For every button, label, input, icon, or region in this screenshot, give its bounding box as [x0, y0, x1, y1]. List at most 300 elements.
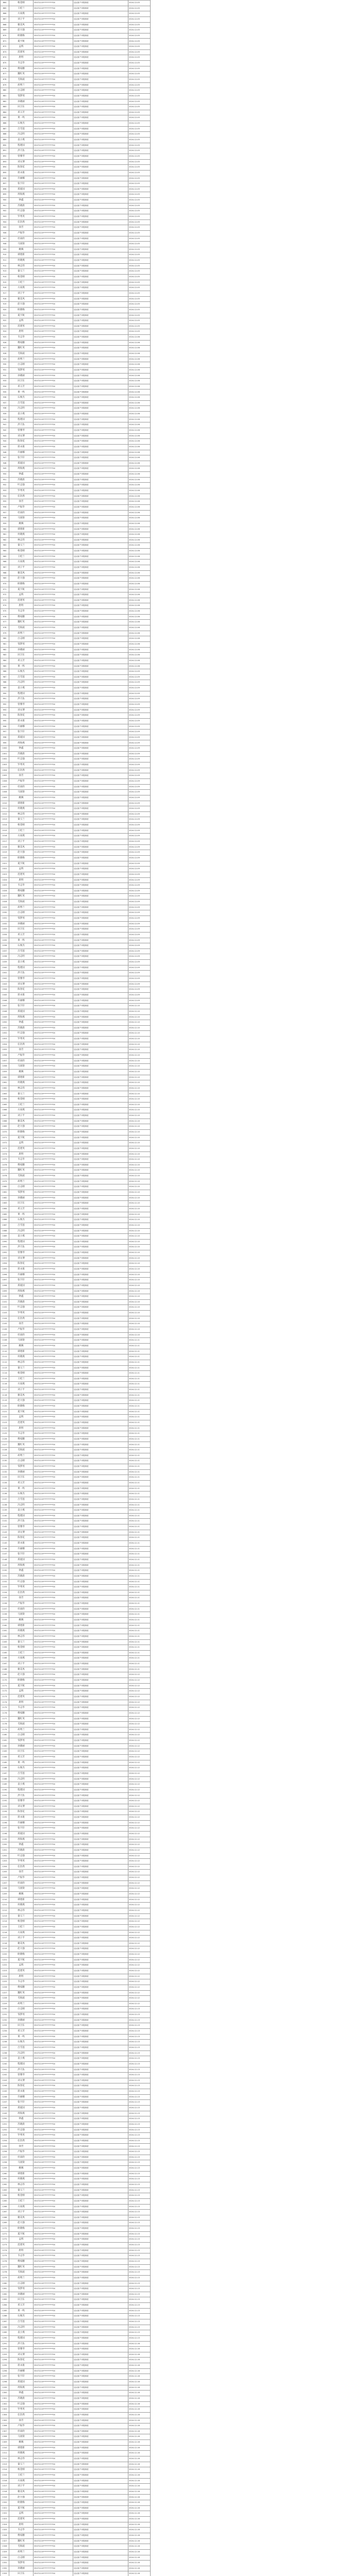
- person-name: 洪天佑: [9, 422, 34, 428]
- table-row: [1, 1710, 151, 1716]
- record-date: 2024-12-13: [128, 2040, 151, 2045]
- record-date: 2024-12-05: [128, 170, 151, 176]
- person-name: 何晓燕: [9, 806, 34, 812]
- record-date: 2024-12-13: [128, 2149, 151, 2155]
- record-date: 2024-12-09: [128, 823, 151, 828]
- row-number: 1091: [1, 1245, 9, 1250]
- table-row: [1, 2127, 151, 2133]
- row-number: 1025: [1, 883, 9, 889]
- row-number: 1021: [1, 861, 9, 867]
- record-date: 2024-12-10: [128, 1299, 151, 1305]
- record-date: 2024-12-09: [128, 686, 151, 691]
- table-row: [1, 2533, 151, 2538]
- person-name: 赵大强: [9, 1124, 34, 1130]
- id-number: 35072219**********5X: [34, 88, 73, 94]
- person-name: 傅家鹏: [9, 1436, 34, 1442]
- record-date: 2024-12-10: [128, 1042, 151, 1047]
- table-row: [1, 625, 151, 631]
- record-date: 2024-12-11: [128, 1409, 151, 1415]
- row-number: 883: [1, 105, 9, 110]
- violation-reason: 违反财产申报制度: [73, 2505, 128, 2511]
- person-name: 白志刚: [9, 1733, 34, 1738]
- id-number: 35072219**********5X: [34, 1722, 73, 1727]
- record-date: 2024-12-05: [128, 318, 151, 324]
- table-row: [1, 2073, 151, 2078]
- person-name: 徐芳: [9, 773, 34, 779]
- id-number: 35072219**********5X: [34, 2352, 73, 2358]
- row-number: 966: [1, 560, 9, 565]
- person-name: 邹梦瑶: [9, 641, 34, 647]
- person-name: 罗秀英: [9, 2133, 34, 2139]
- person-name: 欧晓梅: [9, 1404, 34, 1410]
- row-number: 1137: [1, 1497, 9, 1502]
- id-number: 35072219**********5X: [34, 2253, 73, 2259]
- row-number: 1327: [1, 2538, 9, 2544]
- id-number: 35072219**********5X: [34, 1146, 73, 1151]
- table-row: [1, 1228, 151, 1234]
- id-number: 35072219**********5X: [34, 1831, 73, 1837]
- id-number: 35072219**********5X: [34, 258, 73, 264]
- table-row: [1, 2418, 151, 2424]
- violation-reason: 违反财产申报制度: [73, 2127, 128, 2133]
- table-row: [1, 2226, 151, 2232]
- record-date: 2024-12-06: [128, 554, 151, 560]
- id-number: 35072219**********5X: [34, 2050, 73, 2056]
- id-number: 35072219**********5X: [34, 954, 73, 960]
- violation-reason: 违反财产申报制度: [73, 1195, 128, 1201]
- person-name: 胡秀兰: [9, 1179, 34, 1184]
- violation-reason: 违反财产申报制度: [73, 66, 128, 72]
- person-name: 夏宇航: [9, 313, 34, 318]
- record-date: 2024-12-12: [128, 1743, 151, 1749]
- violation-reason: 违反财产申报制度: [73, 1530, 128, 1535]
- table-row: [1, 1486, 151, 1492]
- violation-reason: 违反财产申报制度: [73, 444, 128, 450]
- id-number: 35072219**********5X: [34, 1519, 73, 1524]
- row-number: 865: [1, 6, 9, 11]
- table-row: [1, 2434, 151, 2440]
- row-number: 1302: [1, 2401, 9, 2407]
- id-number: 35072219**********5X: [34, 664, 73, 669]
- row-number: 1079: [1, 1179, 9, 1184]
- person-name: 任浩然: [9, 2138, 34, 2144]
- record-date: 2024-12-11: [128, 1453, 151, 1459]
- table-row: [1, 252, 151, 258]
- id-number: 35072219**********5X: [34, 2489, 73, 2495]
- person-name: 韦志华: [9, 1705, 34, 1711]
- row-number: 1207: [1, 1880, 9, 1886]
- id-number: 35072219**********5X: [34, 1058, 73, 1064]
- id-number: 35072219**********5X: [34, 110, 73, 115]
- table-row: [1, 702, 151, 708]
- person-name: 毛海波: [9, 1174, 34, 1179]
- table-row: [1, 115, 151, 121]
- person-name: 程建国: [9, 2061, 34, 2067]
- person-name: 徐芳: [9, 2418, 34, 2424]
- table-row: [1, 1579, 151, 1585]
- record-date: 2024-12-12: [128, 1799, 151, 1804]
- id-number: 35072219**********5X: [34, 1859, 73, 1865]
- violation-reason: 违反财产申报制度: [73, 1639, 128, 1645]
- violation-reason: 违反财产申报制度: [73, 285, 128, 291]
- person-name: 石俊杰: [9, 395, 34, 401]
- person-name: 马国梁: [9, 1612, 34, 1618]
- person-name: 徐芳: [9, 1870, 34, 1875]
- row-number: 992: [1, 702, 9, 708]
- id-number: 35072219**********5X: [34, 1299, 73, 1305]
- row-number: 1254: [1, 2138, 9, 2144]
- table-row: [1, 242, 151, 247]
- table-row: [1, 28, 151, 33]
- record-date: 2024-12-11: [128, 1656, 151, 1662]
- table-row: [1, 488, 151, 494]
- person-name: 田卫东: [9, 1749, 34, 1755]
- person-name: 钟鑫: [9, 1020, 34, 1026]
- table-row: [1, 477, 151, 483]
- id-number: 35072219**********5X: [34, 1968, 73, 1974]
- record-date: 2024-12-10: [128, 1321, 151, 1327]
- person-name: 毛海波: [9, 2270, 34, 2276]
- row-number: 1149: [1, 1563, 9, 1568]
- violation-reason: 违反财产申报制度: [73, 2275, 128, 2281]
- row-number: 1018: [1, 844, 9, 850]
- row-number: 940: [1, 417, 9, 422]
- row-number: 887: [1, 126, 9, 132]
- record-date: 2024-12-06: [128, 576, 151, 582]
- row-number: 1311: [1, 2451, 9, 2456]
- violation-reason: 违反财产申报制度: [73, 576, 128, 582]
- row-number: 1002: [1, 757, 9, 762]
- id-number: 35072219**********5X: [34, 1848, 73, 1853]
- row-number: 1200: [1, 1842, 9, 1848]
- table-row: [1, 159, 151, 165]
- record-date: 2024-12-05: [128, 154, 151, 159]
- id-number: 35072219**********5X: [34, 2555, 73, 2561]
- id-number: 35072219**********5X: [34, 1634, 73, 1639]
- id-number: 35072219**********5X: [34, 790, 73, 795]
- violation-reason: 违反财产申报制度: [73, 1480, 128, 1486]
- table-row: [1, 2308, 151, 2314]
- table-row: [1, 653, 151, 658]
- table-row: [1, 735, 151, 740]
- record-date: 2024-12-16: [128, 2434, 151, 2440]
- record-date: 2024-12-10: [128, 1141, 151, 1146]
- violation-reason: 违反财产申报制度: [73, 938, 128, 943]
- row-number: 914: [1, 275, 9, 280]
- id-number: 35072219**********5X: [34, 400, 73, 406]
- record-date: 2024-12-05: [128, 77, 151, 82]
- row-number: 1306: [1, 2424, 9, 2429]
- record-date: 2024-12-05: [128, 198, 151, 204]
- row-number: 1003: [1, 762, 9, 768]
- person-name: 秦玉兰: [9, 1639, 34, 1645]
- table-row: [1, 2286, 151, 2292]
- record-date: 2024-12-16: [128, 2522, 151, 2528]
- record-date: 2024-12-05: [128, 44, 151, 50]
- record-date: 2024-12-05: [128, 209, 151, 214]
- row-number: 1051: [1, 1025, 9, 1031]
- id-number: 35072219**********5X: [34, 730, 73, 735]
- record-date: 2024-12-10: [128, 1332, 151, 1338]
- record-date: 2024-12-13: [128, 2248, 151, 2253]
- id-number: 35072219**********5X: [34, 219, 73, 225]
- id-number: 35072219**********5X: [34, 379, 73, 384]
- violation-reason: 违反财产申报制度: [73, 1053, 128, 1059]
- violation-reason: 违反财产申报制度: [73, 1316, 128, 1321]
- record-date: 2024-12-12: [128, 1733, 151, 1738]
- record-date: 2024-12-10: [128, 1129, 151, 1135]
- record-date: 2024-12-11: [128, 1486, 151, 1492]
- person-name: 郑爱国: [9, 1831, 34, 1837]
- id-number: 35072219**********5X: [34, 1, 73, 6]
- violation-reason: 违反财产申报制度: [73, 1524, 128, 1530]
- record-date: 2024-12-11: [128, 1667, 151, 1672]
- record-date: 2024-12-12: [128, 1776, 151, 1782]
- row-number: 1152: [1, 1579, 9, 1585]
- id-number: 35072219**********5X: [34, 2133, 73, 2139]
- record-date: 2024-12-09: [128, 877, 151, 883]
- record-date: 2024-12-16: [128, 2380, 151, 2385]
- id-number: 35072219**********5X: [34, 2089, 73, 2095]
- person-name: 谢美凤: [9, 570, 34, 576]
- record-date: 2024-12-12: [128, 1815, 151, 1821]
- table-row: [1, 2160, 151, 2166]
- table-row: [1, 2467, 151, 2473]
- record-date: 2024-12-10: [128, 1327, 151, 1333]
- id-number: 35072219**********5X: [34, 1091, 73, 1097]
- record-date: 2024-12-10: [128, 1162, 151, 1168]
- person-name: 王桂兰: [9, 1376, 34, 1382]
- person-name: 范建英: [9, 49, 34, 55]
- table-row: [1, 1662, 151, 1667]
- row-number: 928: [1, 351, 9, 357]
- person-name: 魏红英: [9, 1716, 34, 1722]
- table-row: [1, 2237, 151, 2243]
- person-name: 姚佩: [9, 1892, 34, 1897]
- violation-reason: 违反财产申报制度: [73, 450, 128, 455]
- person-name: 苏晓晨: [9, 1025, 34, 1031]
- table-row: [1, 472, 151, 478]
- person-name: 杜雨欣: [9, 2155, 34, 2160]
- row-number: 999: [1, 740, 9, 746]
- person-name: 傅家鹏: [9, 66, 34, 72]
- table-row: [1, 1990, 151, 1996]
- row-number: 1000: [1, 746, 9, 752]
- row-number: 957: [1, 510, 9, 516]
- person-name: 白志刚: [9, 362, 34, 368]
- table-row: [1, 883, 151, 889]
- record-date: 2024-12-16: [128, 2528, 151, 2533]
- person-name: 赵大强: [9, 302, 34, 308]
- person-name: 毛海波: [9, 1448, 34, 1453]
- record-date: 2024-12-10: [128, 1108, 151, 1113]
- person-name: 黄一鸣: [9, 115, 34, 121]
- table-row: [1, 362, 151, 368]
- row-number: 1016: [1, 834, 9, 839]
- row-number: 913: [1, 269, 9, 275]
- table-row: [1, 2061, 151, 2067]
- row-number: 1009: [1, 795, 9, 801]
- person-name: 杨金刚: [9, 1371, 34, 1377]
- row-number: 1049: [1, 1014, 9, 1020]
- id-number: 35072219**********5X: [34, 1415, 73, 1420]
- id-number: 35072219**********5X: [34, 1332, 73, 1338]
- violation-reason: 违反财产申报制度: [73, 2204, 128, 2210]
- person-name: 唐明: [9, 1974, 34, 1979]
- row-number: 946: [1, 450, 9, 455]
- row-number: 942: [1, 428, 9, 433]
- row-number: 1242: [1, 2073, 9, 2078]
- person-name: 徐芳: [9, 1321, 34, 1327]
- table-row: [1, 1190, 151, 1196]
- id-number: 35072219**********5X: [34, 450, 73, 455]
- id-number: 35072219**********5X: [34, 778, 73, 784]
- record-date: 2024-12-10: [128, 1009, 151, 1014]
- table-row: [1, 1448, 151, 1453]
- person-name: 许丽娜: [9, 176, 34, 181]
- record-date: 2024-12-09: [128, 697, 151, 702]
- row-number: 1322: [1, 2511, 9, 2517]
- table-row: [1, 417, 151, 422]
- id-number: 35072219**********5X: [34, 1727, 73, 1733]
- violation-reason: 违反财产申报制度: [73, 389, 128, 395]
- table-row: [1, 713, 151, 719]
- person-name: 张宇轩: [9, 730, 34, 735]
- id-number: 35072219**********5X: [34, 1162, 73, 1168]
- record-date: 2024-12-11: [128, 1464, 151, 1470]
- row-number: 1315: [1, 2472, 9, 2478]
- table-row: [1, 620, 151, 625]
- id-number: 35072219**********5X: [34, 2122, 73, 2127]
- table-row: [1, 2221, 151, 2226]
- table-row: [1, 203, 151, 209]
- table-row: [1, 718, 151, 724]
- table-row: [1, 1118, 151, 1124]
- record-date: 2024-12-10: [128, 1272, 151, 1278]
- id-number: 35072219**********5X: [34, 362, 73, 368]
- id-number: 35072219**********5X: [34, 477, 73, 483]
- record-date: 2024-12-05: [128, 110, 151, 115]
- record-date: 2024-12-16: [128, 2544, 151, 2550]
- record-date: 2024-12-16: [128, 2418, 151, 2424]
- violation-reason: 违反财产申报制度: [73, 1431, 128, 1437]
- person-name: 洪天佑: [9, 971, 34, 976]
- violation-reason: 违反财产申报制度: [73, 1787, 128, 1793]
- row-number: 1105: [1, 1321, 9, 1327]
- person-name: 杨金刚: [9, 1097, 34, 1103]
- table-row: [1, 1404, 151, 1410]
- person-name: 邹梦瑶: [9, 2561, 34, 2566]
- table-row: [1, 351, 151, 357]
- row-number: 1195: [1, 1815, 9, 1821]
- id-number: 35072219**********5X: [34, 483, 73, 488]
- row-number: 1208: [1, 1886, 9, 1892]
- row-number: 947: [1, 455, 9, 461]
- violation-reason: 违反财产申报制度: [73, 1436, 128, 1442]
- person-name: 田卫东: [9, 379, 34, 384]
- table-row: [1, 1733, 151, 1738]
- table-row: [1, 778, 151, 784]
- violation-reason: 违反财产申报制度: [73, 1014, 128, 1020]
- violation-reason: 违反财产申报制度: [73, 105, 128, 110]
- person-name: 周海燕: [9, 2111, 34, 2116]
- table-row: [1, 576, 151, 582]
- table-row: [1, 954, 151, 960]
- person-name: 谢美凤: [9, 844, 34, 850]
- table-row: [1, 631, 151, 636]
- row-number: 1191: [1, 1793, 9, 1799]
- record-date: 2024-12-16: [128, 2429, 151, 2434]
- table-row: [1, 1327, 151, 1333]
- id-number: 35072219**********5X: [34, 351, 73, 357]
- record-date: 2024-12-05: [128, 159, 151, 165]
- row-number: 1008: [1, 790, 9, 795]
- table-row: [1, 1667, 151, 1672]
- row-number: 1017: [1, 839, 9, 845]
- violation-reason: 违反财产申报制度: [73, 2352, 128, 2358]
- id-number: 35072219**********5X: [34, 691, 73, 697]
- violation-reason: 违反财产申报制度: [73, 329, 128, 335]
- table-row: [1, 367, 151, 373]
- person-name: 刘文博: [9, 707, 34, 713]
- record-date: 2024-12-09: [128, 762, 151, 768]
- table-row: [1, 2440, 151, 2446]
- record-date: 2024-12-05: [128, 302, 151, 308]
- id-number: 35072219**********5X: [34, 762, 73, 768]
- person-name: 邓玉芳: [9, 1755, 34, 1760]
- record-date: 2024-12-12: [128, 1705, 151, 1711]
- person-name: 杨金刚: [9, 1, 34, 6]
- row-number: 1249: [1, 2111, 9, 2116]
- person-name: 秦玉兰: [9, 543, 34, 549]
- table-row: [1, 1272, 151, 1278]
- row-number: 1023: [1, 872, 9, 877]
- id-number: 35072219**********5X: [34, 1826, 73, 1832]
- violation-reason: 违反财产申报制度: [73, 1766, 128, 1771]
- record-date: 2024-12-13: [128, 2270, 151, 2276]
- table-row: [1, 1223, 151, 1228]
- record-date: 2024-12-09: [128, 801, 151, 806]
- record-date: 2024-12-06: [128, 389, 151, 395]
- table-row: [1, 1656, 151, 1662]
- record-date: 2024-12-10: [128, 1294, 151, 1300]
- row-number: 1269: [1, 2221, 9, 2226]
- id-number: 35072219**********5X: [34, 1782, 73, 1788]
- table-row: [1, 740, 151, 746]
- violation-reason: 违反财产申报制度: [73, 1837, 128, 1842]
- id-number: 35072219**********5X: [34, 1201, 73, 1207]
- table-row: [1, 1705, 151, 1711]
- id-number: 35072219**********5X: [34, 61, 73, 66]
- table-row: [1, 16, 151, 22]
- person-name: 姚佩: [9, 1069, 34, 1075]
- row-number: 1076: [1, 1162, 9, 1168]
- row-number: 1309: [1, 2440, 9, 2446]
- row-number: 1168: [1, 1667, 9, 1672]
- violation-reason: 违反财产申报制度: [73, 768, 128, 773]
- record-date: 2024-12-13: [128, 2325, 151, 2330]
- id-number: 35072219**********5X: [34, 2347, 73, 2352]
- violation-reason: 违反财产申报制度: [73, 916, 128, 921]
- id-number: 35072219**********5X: [34, 455, 73, 461]
- id-number: 35072219**********5X: [34, 1305, 73, 1311]
- id-number: 35072219**********5X: [34, 1294, 73, 1300]
- record-date: 2024-12-09: [128, 916, 151, 921]
- row-number: 1050: [1, 1020, 9, 1026]
- record-date: 2024-12-12: [128, 1996, 151, 2002]
- person-name: 王桂兰: [9, 1102, 34, 1108]
- id-number: 35072219**********5X: [34, 976, 73, 982]
